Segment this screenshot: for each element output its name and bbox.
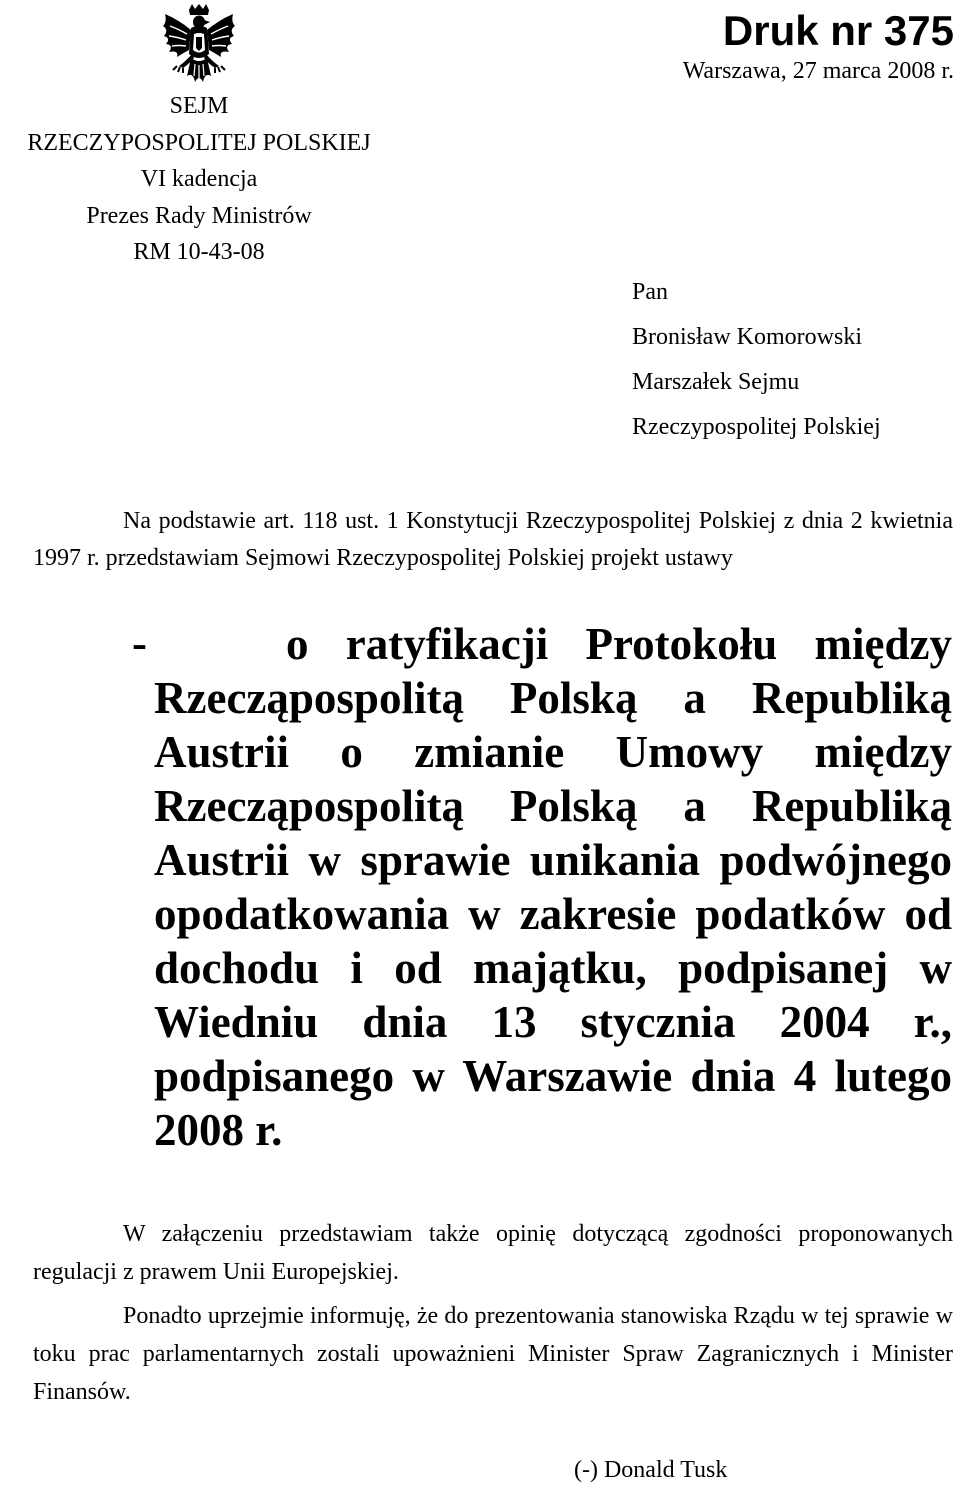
institution-block xyxy=(0,88,398,271)
institution-line-sejm: SEJM xyxy=(169,93,229,119)
institution-line-term: VI kadencja xyxy=(140,166,258,192)
institution-line-prime-minister: Prezes Rady Ministrów xyxy=(86,202,312,229)
reference-number: RM 10-43-08 xyxy=(133,239,265,265)
signature: (-) Donald Tusk xyxy=(574,1457,728,1483)
place-date: Warszawa, 27 marca 2008 r. xyxy=(682,58,954,84)
addressee-block xyxy=(632,270,881,450)
addressee-salutation: Pan xyxy=(632,279,668,305)
print-number: Druk nr 375 xyxy=(722,7,954,54)
polish-eagle-icon xyxy=(161,4,237,88)
intro-paragraph: Na podstawie art. 118 ust. 1 Konstytucji Rzeczypospolitej Polskiej z dnia 2 kwietnia 1997 r. przedstawiam Sejmowi Rzeczypospolitej Polskiej projekt ustawy xyxy=(33,508,953,571)
addressee-name: Bronisław Komorowski xyxy=(632,324,862,350)
institution-line-republic: RZECZYPOSPOLITEJ POLSKIEJ xyxy=(27,129,371,156)
representatives-paragraph: Ponadto uprzejmie informuję, że do prezentowania stanowiska Rządu w tej sprawie w toku prac parlamentarnych zostali upoważnieni Minister Spraw Zagranicznych i Minister Finansów. xyxy=(33,1303,953,1405)
attachment-paragraph: W załączeniu przedstawiam także opinię dotyczącą zgodności proponowanych regulacji z prawem Unii Europejskiej. xyxy=(33,1221,953,1285)
act-title-dash: - xyxy=(132,618,147,668)
addressee-office: Marszałek Sejmu xyxy=(632,369,800,395)
act-title: o ratyfikacji Protokołu między Rzecząpospolitą Polską a Republiką Austrii o zmianie Umowy między Rzecząpospolitą Polską a Republiką Austrii w sprawie unikania podwójnego opodatkowania w zakresie podatków od dochodu i od majątku, podpisanej w Wiedniu dnia 13 stycznia 2004 r., podpisanego w Warszawie dnia 4 lutego 2008 r. xyxy=(154,619,952,1155)
addressee-state: Rzeczypospolitej Polskiej xyxy=(632,414,881,440)
